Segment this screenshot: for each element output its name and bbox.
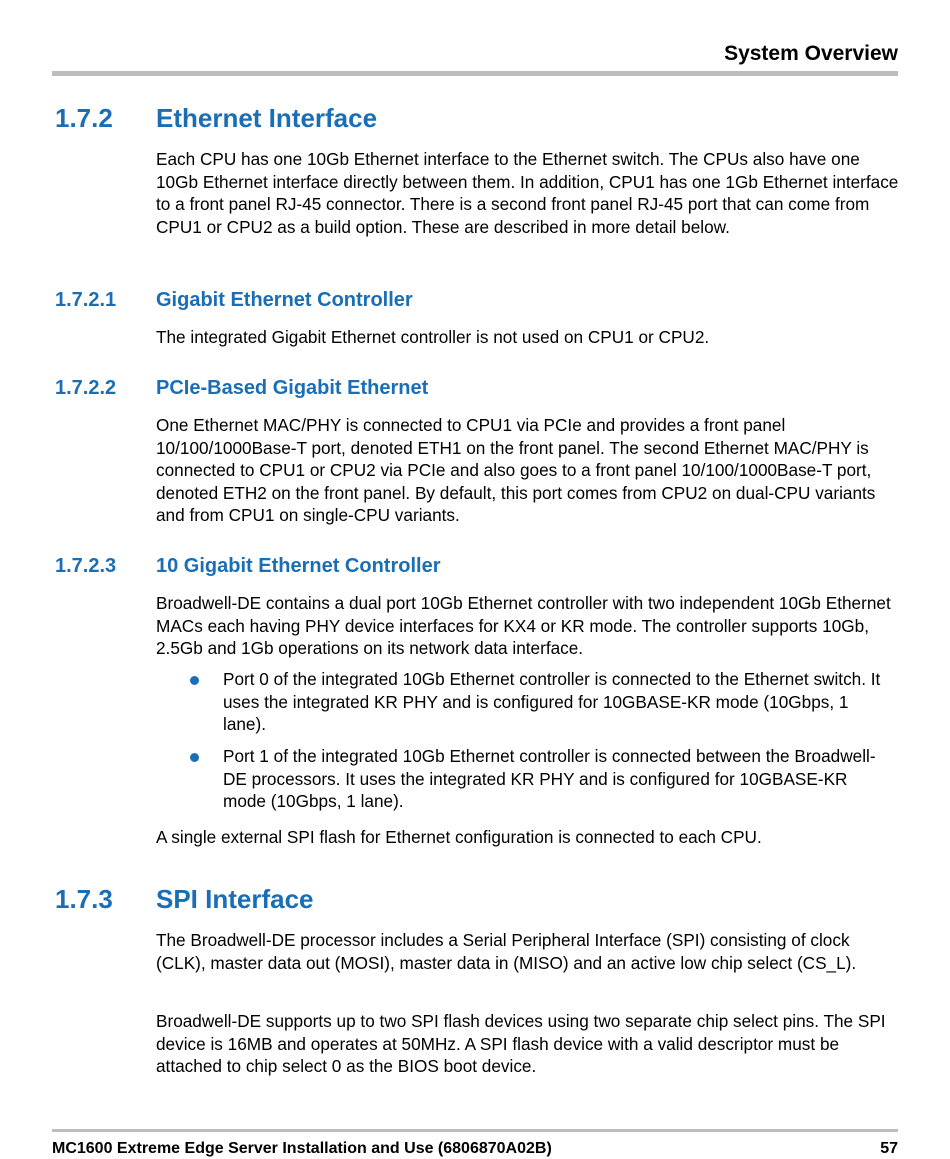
section-1-7-2-body: Each CPU has one 10Gb Ethernet interface to the Ethernet switch. The CPUs also have one 10Gb Ethernet interface directly between them. In addition, CPU1 has one 1Gb Ethernet interface to a front panel RJ-45 connector. There is a second front panel RJ-45 port that can come from CPU1 or CPU2 as a build option. These are described in more detail below. [156, 149, 899, 237]
section-1-7-3-body-2: Broadwell-DE supports up to two SPI flash devices using two separate chip select pins. The SPI device is 16MB and operates at 50MHz. A SPI flash device with a valid descriptor must be attached to chip select 0 as the BIOS boot device. [156, 1011, 886, 1077]
section-1-7-3-body-1: The Broadwell-DE processor includes a Serial Peripheral Interface (SPI) consisting of clock (CLK), master data out (MOSI), master data in (MISO) and an active low chip select (CS_L). [156, 930, 857, 973]
page-header-title: System Overview [724, 42, 898, 65]
list-item-text: Port 1 of the integrated 10Gb Ethernet controller is connected between the Broadwell-DE processors. It uses the integrated KR PHY and is configured for 10GBASE-KR mode (10Gbps, 1 lane). [223, 746, 876, 812]
section-number: 1.7.2.3 [55, 555, 117, 577]
section-title: 10 Gigabit Ethernet Controller [156, 555, 441, 577]
footer-divider [52, 1129, 898, 1132]
section-number: 1.7.3 [55, 884, 113, 914]
section-1-7-2-3-closing: A single external SPI flash for Ethernet configuration is connected to each CPU. [156, 827, 762, 847]
bullet-icon [190, 676, 199, 685]
section-title: Gigabit Ethernet Controller [156, 289, 413, 311]
section-title: PCIe-Based Gigabit Ethernet [156, 377, 429, 399]
header-divider [52, 71, 898, 76]
section-title: Ethernet Interface [156, 103, 378, 133]
footer-page-number: 57 [880, 1140, 898, 1157]
section-1-7-2-3-body: Broadwell-DE contains a dual port 10Gb Ethernet controller with two independent 10Gb Ethernet MACs each having PHY device interfaces for KX4 or KR mode. The controller supports 10Gb, 2.5Gb and 1Gb operations on its network data interface. [156, 593, 891, 659]
section-1-7-2-2-body: One Ethernet MAC/PHY is connected to CPU1 via PCIe and provides a front panel 10/100/1000Base-T port, denoted ETH1 on the front panel. The second Ethernet MAC/PHY is connected to CPU1 or CPU2 via PCIe and also goes to a front panel 10/100/1000Base-T port, denoted ETH2 on the front panel. By default, this port comes from CPU2 on dual-CPU variants and from CPU1 on single-CPU variants. [156, 415, 876, 526]
section-number: 1.7.2.2 [55, 377, 117, 399]
bullet-icon [190, 753, 199, 762]
section-1-7-2-1-body: The integrated Gigabit Ethernet controller is not used on CPU1 or CPU2. [156, 327, 710, 347]
section-title: SPI Interface [156, 884, 314, 914]
list-item-text: Port 0 of the integrated 10Gb Ethernet controller is connected to the Ethernet switch. It uses the integrated KR PHY and is configured for 10GBASE-KR mode (10Gbps, 1 lane). [223, 669, 881, 735]
section-number: 1.7.2 [55, 103, 113, 133]
section-number: 1.7.2.1 [55, 289, 117, 311]
footer-document-title: MC1600 Extreme Edge Server Installation and Use (6806870A02B) [52, 1140, 552, 1157]
